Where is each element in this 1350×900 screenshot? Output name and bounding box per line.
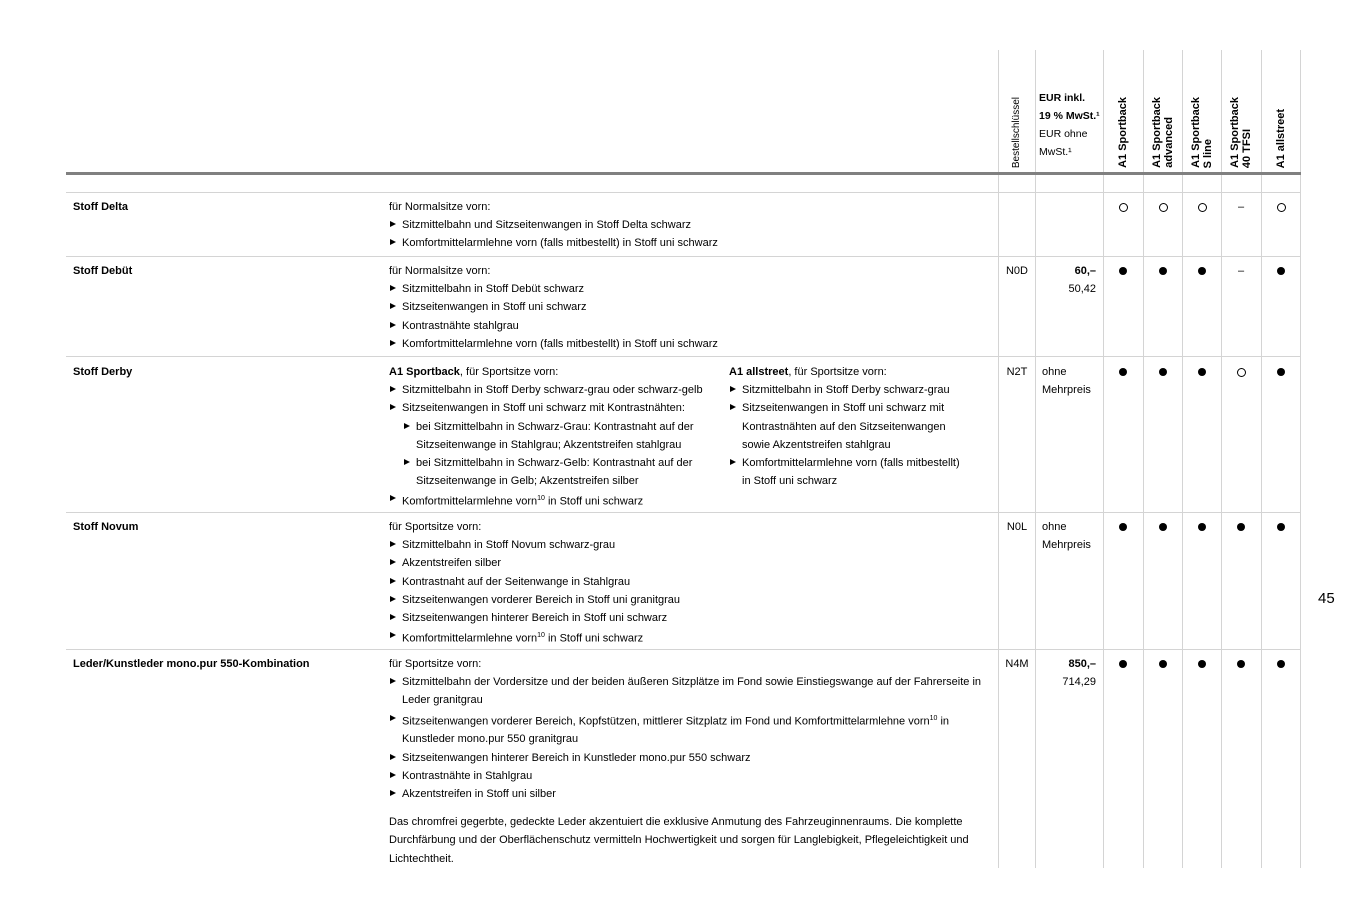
description-continuation: Kontrastnähten auf den Sitzseitenwangen	[742, 420, 946, 433]
description-continuation: Kunstleder mono.pur 550 granitgrau	[402, 733, 579, 746]
price-cell	[1042, 363, 1091, 399]
description-bullet: Akzentstreifen in Stoff uni silber	[389, 785, 981, 803]
model-label: advanced	[1163, 117, 1175, 168]
description-sub-bullet: bei Sitzmittelbahn in Schwarz-Grau: Kontrastnaht auf der	[389, 418, 703, 436]
description-intro-text: , für Sportsitze vorn:	[788, 366, 887, 378]
price-header-line4: MwSt.¹	[1039, 146, 1072, 158]
availability-cell	[1104, 363, 1142, 381]
model-label: 40 TFSI	[1241, 128, 1253, 168]
optional-ring-icon	[1159, 203, 1168, 212]
description-intro: für Normalsitze vorn:	[389, 201, 491, 213]
model-header-allstreet	[1262, 50, 1300, 168]
description-intro	[389, 363, 703, 381]
standard-dot-icon	[1159, 660, 1167, 668]
availability-cell	[1144, 518, 1182, 536]
availability-cell	[1262, 262, 1300, 280]
order-code: N0L	[1006, 521, 1028, 533]
standard-dot-icon	[1198, 523, 1206, 531]
description-intro: für Sportsitze vorn:	[389, 658, 482, 670]
standard-dot-icon	[1119, 523, 1127, 531]
footnote-ref: 10	[537, 632, 545, 640]
standard-dot-icon	[1198, 267, 1206, 275]
description-bullet: Sitzseitenwangen in Stoff uni schwarz mit Kontrastnähten:	[389, 399, 703, 417]
row-divider	[66, 356, 1301, 357]
availability-cell	[1183, 198, 1221, 216]
standard-dot-icon	[1237, 523, 1245, 531]
description-bullet	[389, 490, 703, 511]
row-description	[389, 655, 981, 868]
description-sub-bullet: bei Sitzmittelbahn in Schwarz-Gelb: Kontrastnaht auf der	[389, 454, 703, 472]
availability-cell	[1183, 262, 1221, 280]
model-label: A1 Sportback	[1117, 97, 1129, 168]
row-divider	[66, 649, 1301, 650]
standard-dot-icon	[1277, 660, 1285, 668]
model-label: A1 allstreet	[1275, 108, 1287, 168]
availability-cell	[1104, 198, 1142, 216]
description-continuation: Sitzseitenwange in Stahlgrau; Akzentstreifen stahlgrau	[416, 438, 682, 451]
standard-dot-icon	[1198, 368, 1206, 376]
order-code: N2T	[1006, 366, 1028, 378]
footnote-ref: 10	[537, 495, 545, 503]
standard-dot-icon	[1159, 267, 1167, 275]
description-bullet: Sitzseitenwangen in Stoff uni schwarz	[389, 298, 718, 316]
description-bullet: Kontrastnaht auf der Seitenwange in Stahlgrau	[389, 573, 680, 591]
description-bullet: Sitzseitenwangen vorderer Bereich in Stoff uni granitgrau	[389, 591, 680, 609]
standard-dot-icon	[1277, 267, 1285, 275]
price-cell	[1040, 655, 1096, 691]
table-top-rule	[66, 192, 1301, 193]
model-header-sportback-advanced	[1144, 50, 1182, 168]
description-continuation: Sitzseitenwange in Gelb; Akzentstreifen silber	[416, 475, 639, 488]
optional-ring-icon	[1237, 368, 1246, 377]
standard-dot-icon	[1237, 660, 1245, 668]
not-available-dash-icon: –	[1237, 265, 1245, 277]
availability-cell	[1144, 262, 1182, 280]
availability-cell	[1144, 363, 1182, 381]
bullet-text: Komfortmittelarmlehne vorn	[402, 496, 538, 509]
price-header-line3: EUR ohne	[1039, 128, 1088, 140]
availability-cell	[1262, 518, 1300, 536]
price-excl-vat: 714,29	[1062, 676, 1096, 688]
row-title: Stoff Delta	[73, 201, 128, 213]
price-note: Mehrpreis	[1042, 539, 1091, 552]
order-key-header	[1000, 50, 1034, 168]
order-code: N0D	[1005, 265, 1028, 277]
model-label: A1 Sportback	[1151, 97, 1163, 168]
availability-cell	[1183, 363, 1221, 381]
header-rule	[66, 172, 1301, 175]
availability-cell	[1144, 655, 1182, 673]
description-intro-text: , für Sportsitze vorn:	[459, 366, 559, 378]
description-intro: für Sportsitze vorn:	[389, 521, 482, 533]
description-bullet: Kontrastnähte stahlgrau	[389, 317, 718, 335]
availability-cell	[1262, 198, 1300, 216]
description-bullet: Komfortmittelarmlehne vorn (falls mitbestellt)	[729, 454, 960, 472]
description-bullet: Sitzseitenwangen in Stoff uni schwarz mit	[729, 399, 960, 417]
price-header	[1039, 89, 1105, 161]
optional-ring-icon	[1198, 203, 1207, 212]
order-code: N4M	[1005, 658, 1029, 670]
bullet-text: in Stoff uni schwarz	[544, 496, 644, 509]
model-header-sportback	[1104, 50, 1142, 168]
model-name: A1 Sportback	[389, 366, 460, 378]
availability-cell	[1262, 655, 1300, 673]
model-name: A1 allstreet	[729, 366, 789, 378]
bullet-text: in	[937, 715, 950, 728]
availability-cell	[1222, 363, 1260, 381]
not-available-dash-icon: –	[1237, 201, 1245, 213]
description-intro: für Normalsitze vorn:	[389, 265, 491, 277]
order-key-label: Bestellschlüssel	[1011, 96, 1022, 168]
price-note: ohne	[1042, 366, 1067, 378]
page-number: 45	[1318, 590, 1335, 607]
row-description	[389, 262, 718, 353]
description-bullet: Sitzmittelbahn in Stoff Derby schwarz-grau	[729, 381, 960, 399]
description-bullet: Sitzmittelbahn der Vordersitze und der beiden äußeren Sitzplätze im Fond sowie Einstiegswange auf der Fahrerseite in	[389, 673, 981, 691]
standard-dot-icon	[1277, 368, 1285, 376]
price-cell	[1040, 262, 1096, 298]
model-label: S line	[1202, 138, 1214, 168]
bullet-text: in Stoff uni schwarz	[544, 632, 644, 645]
availability-cell	[1262, 363, 1300, 381]
description-bullet	[389, 710, 981, 731]
standard-dot-icon	[1119, 368, 1127, 376]
availability-cell	[1104, 518, 1142, 536]
availability-cell	[1183, 518, 1221, 536]
description-bullet: Sitzmittelbahn und Sitzseitenwangen in Stoff Delta schwarz	[389, 216, 718, 234]
bullet-text: Sitzseitenwangen vorderer Bereich, Kopfstützen, mittlerer Sitzplatz im Fond und Komfortmittelarmlehne vorn	[402, 715, 930, 728]
standard-dot-icon	[1198, 660, 1206, 668]
description-continuation: Leder granitgrau	[402, 694, 483, 707]
optional-ring-icon	[1277, 203, 1286, 212]
model-header-sportback-40-tfsi	[1222, 50, 1260, 168]
row-title: Stoff Debüt	[73, 265, 133, 277]
row-description-allstreet	[729, 363, 960, 490]
description-bullet: Sitzmittelbahn in Stoff Novum schwarz-grau	[389, 536, 680, 554]
paragraph-line: Durchfärbung und der Oberflächenschutz vermitteln Hochwertigkeit und sorgen für Langlebigkeit, Pflegeleichtigkeit und	[389, 834, 969, 847]
row-description-sportback	[389, 363, 703, 511]
description-continuation: sowie Akzentstreifen stahlgrau	[742, 438, 891, 451]
standard-dot-icon	[1119, 660, 1127, 668]
description-intro	[729, 363, 960, 381]
availability-cell	[1183, 655, 1221, 673]
description-bullet: Sitzseitenwangen hinterer Bereich in Kunstleder mono.pur 550 schwarz	[389, 749, 981, 767]
paragraph-line: Das chromfrei gegerbte, gedeckte Leder akzentuiert die exklusive Anmutung des Fahrzeuginnenraums. Die komplette	[389, 816, 963, 829]
price-header-line1: EUR inkl.	[1039, 92, 1086, 104]
description-bullet: Kontrastnähte in Stahlgrau	[389, 767, 981, 785]
availability-cell	[1222, 655, 1260, 673]
row-title: Leder/Kunstleder mono.pur 550-Kombination	[73, 658, 310, 670]
availability-cell	[1144, 198, 1182, 216]
standard-dot-icon	[1159, 368, 1167, 376]
description-bullet: Akzentstreifen silber	[389, 554, 680, 572]
price-header-line2: 19 % MwSt.¹	[1039, 110, 1100, 122]
row-divider	[66, 512, 1301, 513]
price-note: Mehrpreis	[1042, 384, 1091, 397]
row-description	[389, 518, 680, 648]
model-header-sportback-s-line	[1183, 50, 1221, 168]
optional-ring-icon	[1119, 203, 1128, 212]
model-label: A1 Sportback	[1229, 97, 1241, 168]
bullet-text: Komfortmittelarmlehne vorn	[402, 632, 538, 645]
row-description	[389, 198, 718, 253]
description-bullet: Sitzmittelbahn in Stoff Debüt schwarz	[389, 280, 718, 298]
description-bullet: Sitzseitenwangen hinterer Bereich in Stoff uni schwarz	[389, 609, 680, 627]
row-title: Stoff Novum	[73, 521, 139, 533]
paragraph-line: Lichtechtheit.	[389, 852, 454, 865]
footnote-ref: 10	[929, 714, 938, 722]
standard-dot-icon	[1277, 523, 1285, 531]
price-excl-vat: 50,42	[1068, 283, 1096, 295]
description-paragraph	[389, 813, 981, 868]
availability-cell	[1222, 262, 1260, 280]
standard-dot-icon	[1159, 523, 1167, 531]
description-bullet	[389, 627, 680, 648]
availability-cell	[1104, 262, 1142, 280]
availability-cell	[1222, 198, 1260, 216]
description-continuation: in Stoff uni schwarz	[742, 475, 838, 488]
description-bullet: Komfortmittelarmlehne vorn (falls mitbestellt) in Stoff uni schwarz	[389, 335, 718, 353]
price-incl-vat: 850,–	[1068, 658, 1096, 670]
price-note: ohne	[1042, 521, 1067, 533]
availability-cell	[1104, 655, 1142, 673]
model-label: A1 Sportback	[1190, 97, 1202, 168]
price-incl-vat: 60,–	[1074, 265, 1096, 277]
availability-cell	[1222, 518, 1260, 536]
description-bullet: Komfortmittelarmlehne vorn (falls mitbestellt) in Stoff uni schwarz	[389, 234, 718, 252]
description-bullet: Sitzmittelbahn in Stoff Derby schwarz-grau oder schwarz-gelb	[389, 381, 703, 399]
standard-dot-icon	[1119, 267, 1127, 275]
row-divider	[66, 256, 1301, 257]
price-cell	[1042, 518, 1091, 554]
row-title: Stoff Derby	[73, 366, 133, 378]
